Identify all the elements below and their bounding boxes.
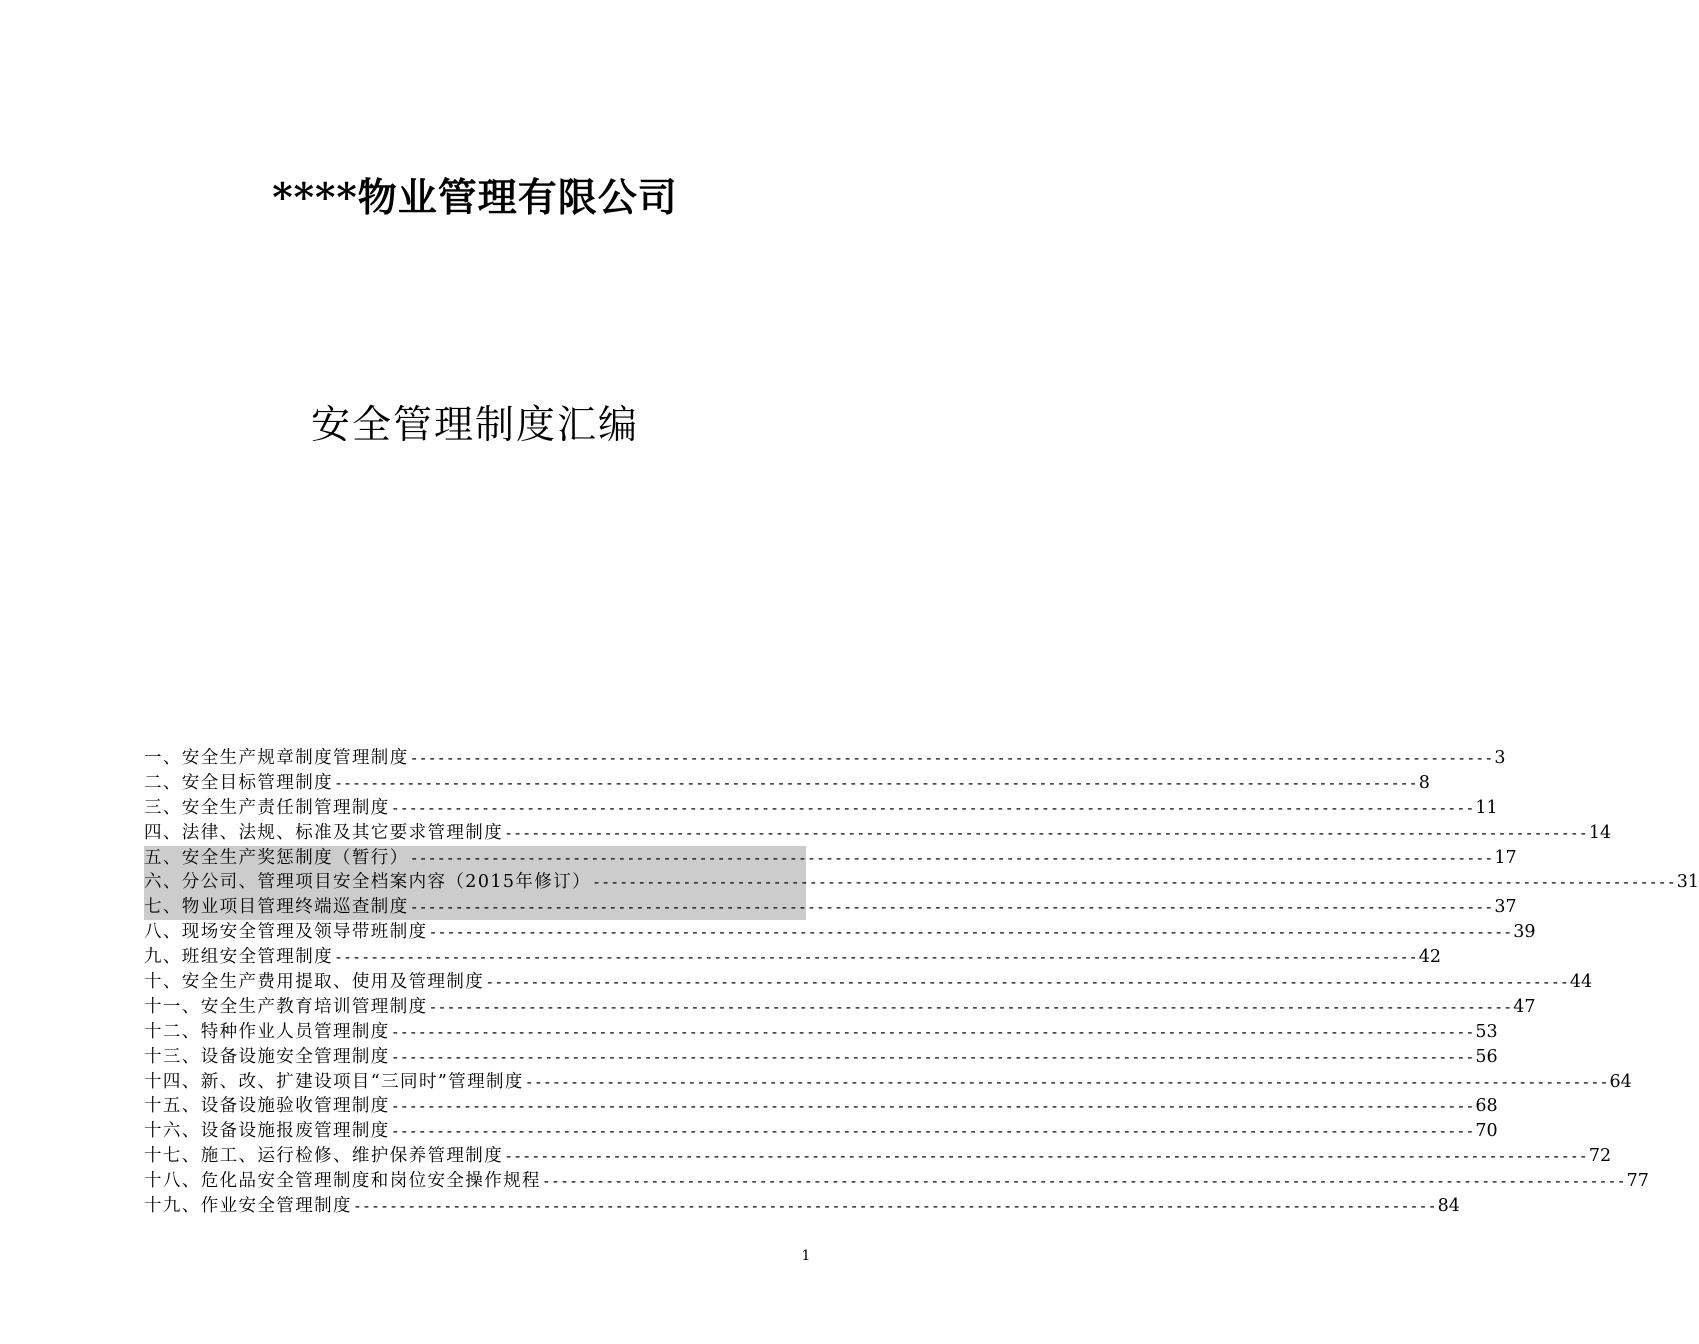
toc-entry-page: 56 bbox=[1475, 1046, 1498, 1067]
toc-entry-label: 十四、新、改、扩建设项目“三同时”管理制度 bbox=[144, 1071, 524, 1092]
toc-entry[interactable] bbox=[144, 1119, 1498, 1144]
toc-entry[interactable] bbox=[144, 1020, 1498, 1045]
toc-entry-label: 十三、设备设施安全管理制度 bbox=[144, 1046, 390, 1067]
toc-entry-label: 九、班组安全管理制度 bbox=[144, 947, 333, 968]
toc-entry-page: 3 bbox=[1494, 748, 1506, 768]
toc-entry-page: 44 bbox=[1569, 972, 1593, 993]
toc-entry-page: 72 bbox=[1588, 1146, 1612, 1167]
toc-dash-leader: ------------------------------------------------------------------------------------------------------------------------ bbox=[504, 1147, 1588, 1166]
toc-entry-page: 84 bbox=[1437, 1196, 1460, 1217]
toc-entry-page: 8 bbox=[1418, 772, 1430, 793]
toc-entry-page: 47 bbox=[1513, 996, 1536, 1017]
toc-entry-label: 十、安全生产费用提取、使用及管理制度 bbox=[144, 972, 485, 993]
toc-entry[interactable] bbox=[144, 746, 1506, 771]
toc-dash-leader: ------------------------------------------------------------------------------------------------------------------------ bbox=[409, 749, 1494, 767]
toc-entry-label: 四、法律、法规、标准及其它要求管理制度 bbox=[144, 822, 504, 843]
toc-dash-leader: ------------------------------------------------------------------------------------------------------------------------ bbox=[352, 1197, 1437, 1216]
toc-entry-label: 十二、特种作业人员管理制度 bbox=[144, 1021, 390, 1042]
toc-dash-leader: ------------------------------------------------------------------------------------------------------------------------ bbox=[390, 1047, 1475, 1066]
toc-entry[interactable] bbox=[144, 821, 1612, 846]
toc-dash-leader: ------------------------------------------------------------------------------------------------------------------------ bbox=[409, 898, 1494, 917]
toc-entry[interactable] bbox=[144, 771, 1430, 796]
toc-entry-page: 42 bbox=[1418, 947, 1441, 968]
document-title: 安全管理制度汇编 bbox=[310, 403, 639, 448]
toc-entry-label: 十七、施工、运行检修、维护保养管理制度 bbox=[144, 1146, 504, 1167]
company-title: ****物业管理有限公司 bbox=[272, 175, 678, 221]
toc-entry[interactable] bbox=[144, 846, 1517, 871]
toc-entry-label: 三、安全生产责任制管理制度 bbox=[144, 797, 390, 818]
toc-dash-leader: ------------------------------------------------------------------------------------------------------------------------ bbox=[390, 1122, 1475, 1141]
toc-dash-leader: ------------------------------------------------------------------------------------------------------------------------ bbox=[390, 1022, 1475, 1041]
toc-entry[interactable] bbox=[144, 995, 1536, 1020]
toc-entry-page: 17 bbox=[1494, 847, 1517, 868]
toc-dash-leader: ------------------------------------------------------------------------------------------------------------------------ bbox=[592, 873, 1676, 892]
toc-dash-leader: ------------------------------------------------------------------------------------------------------------------------ bbox=[334, 773, 1418, 792]
toc-dash-leader: ------------------------------------------------------------------------------------------------------------------------ bbox=[524, 1072, 1609, 1091]
page-number: 1 bbox=[801, 1248, 811, 1264]
toc-dash-leader: ------------------------------------------------------------------------------------------------------------------------ bbox=[485, 973, 1569, 992]
toc-entry[interactable] bbox=[144, 945, 1441, 970]
toc-dash-leader: ------------------------------------------------------------------------------------------------------------------------ bbox=[504, 823, 1588, 842]
toc-entry-label: 七、物业项目管理终端巡查制度 bbox=[144, 897, 409, 918]
toc-dash-leader: ------------------------------------------------------------------------------------------------------------------------ bbox=[409, 848, 1494, 867]
toc-entry-page: 14 bbox=[1588, 822, 1612, 843]
toc-entry-label: 八、现场安全管理及领导带班制度 bbox=[144, 922, 428, 943]
toc-dash-leader: ------------------------------------------------------------------------------------------------------------------------ bbox=[428, 923, 1513, 942]
table-of-contents bbox=[144, 746, 1699, 1219]
toc-entry-page: 11 bbox=[1475, 797, 1498, 818]
toc-entry-label: 十六、设备设施报废管理制度 bbox=[144, 1121, 390, 1142]
toc-entry[interactable] bbox=[144, 970, 1593, 995]
toc-dash-leader: ------------------------------------------------------------------------------------------------------------------------ bbox=[390, 798, 1475, 817]
toc-entry[interactable] bbox=[144, 796, 1498, 821]
toc-dash-leader: ------------------------------------------------------------------------------------------------------------------------ bbox=[334, 948, 1418, 967]
toc-dash-leader: ------------------------------------------------------------------------------------------------------------------------ bbox=[390, 1097, 1475, 1116]
toc-entry[interactable] bbox=[144, 1094, 1498, 1119]
toc-entry-label: 二、安全目标管理制度 bbox=[144, 772, 333, 793]
toc-entry[interactable] bbox=[144, 1169, 1649, 1194]
toc-entry-label: 一、安全生产规章制度管理制度 bbox=[144, 748, 409, 768]
toc-entry-label: 十八、危化品安全管理制度和岗位安全操作规程 bbox=[144, 1171, 541, 1192]
toc-entry[interactable] bbox=[144, 1070, 1632, 1095]
toc-entry-label: 五、安全生产奖惩制度（暂行） bbox=[144, 847, 409, 868]
toc-dash-leader: ------------------------------------------------------------------------------------------------------------------------ bbox=[428, 997, 1513, 1016]
toc-entry-label: 十九、作业安全管理制度 bbox=[144, 1196, 352, 1217]
toc-entry-label: 十五、设备设施验收管理制度 bbox=[144, 1096, 390, 1117]
toc-entry-page: 31 bbox=[1676, 872, 1699, 893]
toc-entry[interactable] bbox=[144, 1194, 1460, 1219]
toc-entry-page: 77 bbox=[1626, 1171, 1649, 1192]
toc-entry-page: 70 bbox=[1475, 1121, 1498, 1142]
toc-entry-page: 68 bbox=[1475, 1096, 1498, 1117]
toc-entry[interactable] bbox=[144, 1144, 1612, 1169]
toc-entry[interactable] bbox=[144, 895, 1517, 920]
toc-entry[interactable] bbox=[144, 1045, 1498, 1070]
toc-entry-label: 六、分公司、管理项目安全档案内容（2015年修订） bbox=[144, 872, 592, 893]
toc-entry-page: 53 bbox=[1475, 1021, 1498, 1042]
toc-entry-page: 39 bbox=[1513, 922, 1536, 943]
toc-entry-page: 37 bbox=[1494, 897, 1517, 918]
toc-entry[interactable] bbox=[144, 870, 1699, 895]
toc-entry[interactable] bbox=[144, 920, 1536, 945]
toc-entry-page: 64 bbox=[1609, 1071, 1632, 1092]
toc-entry-label: 十一、安全生产教育培训管理制度 bbox=[144, 996, 428, 1017]
toc-dash-leader: ------------------------------------------------------------------------------------------------------------------------ bbox=[541, 1172, 1626, 1191]
